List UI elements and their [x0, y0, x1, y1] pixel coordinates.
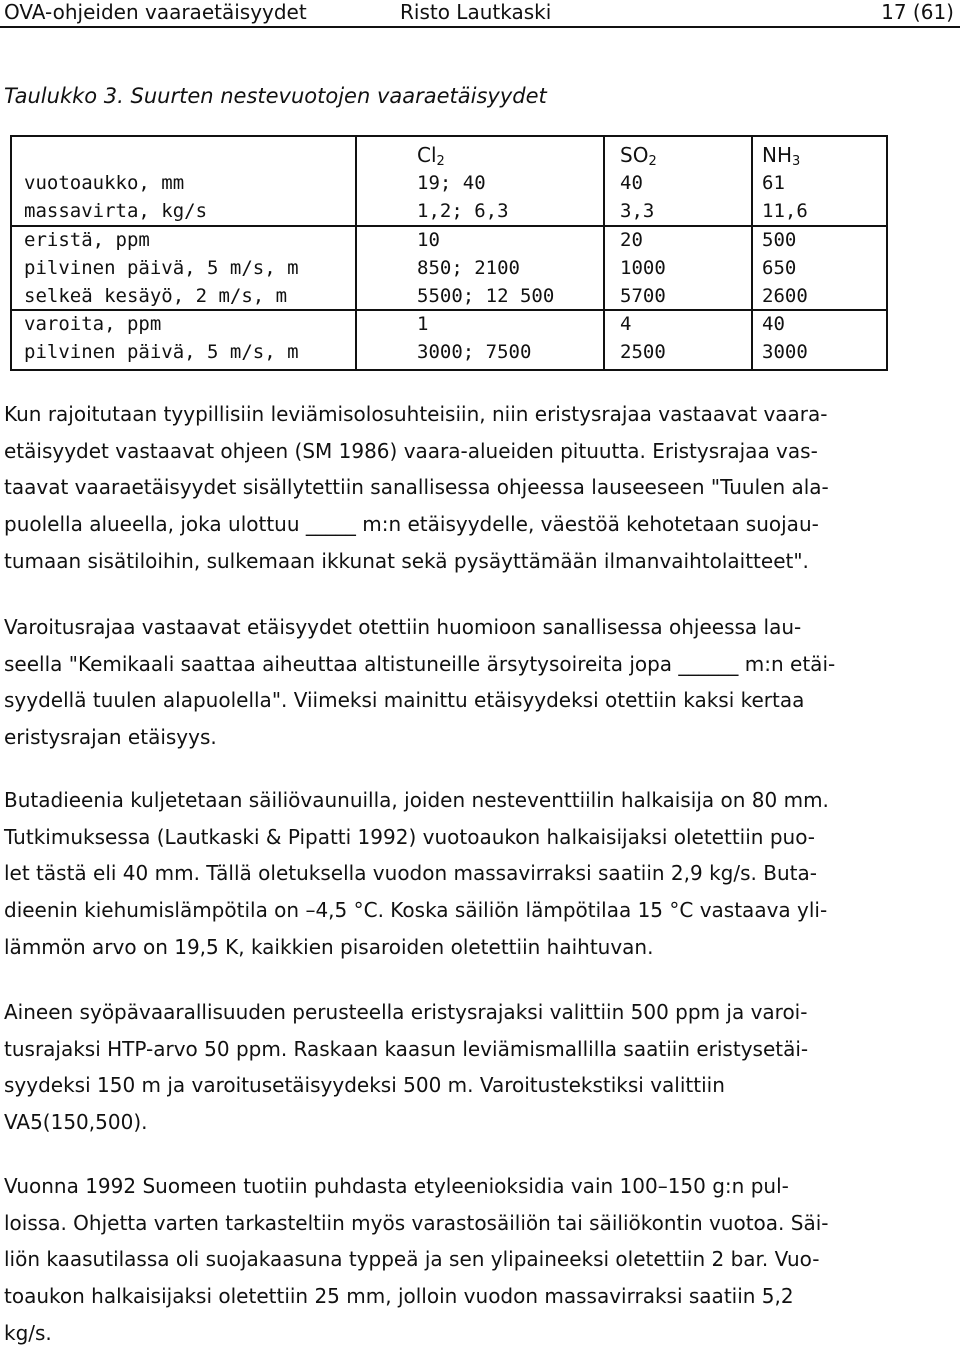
text-line: tumaan sisätiloihin, sulkemaan ikkunat sekä pysäyttämään ilmanvaihtolaitteet". — [4, 548, 809, 573]
page-header — [0, 0, 960, 26]
text-line: Butadieenia kuljetetaan säiliövaunuilla, joiden nesteventtiilin halkaisija on 80 mm. — [4, 788, 829, 812]
text-line: Vuonna 1992 Suomeen tuotiin puhdasta etyleenioksidia vain 100–150 g:n pul- — [4, 1174, 789, 1198]
text-line: lämmön arvo on 19,5 K, kaikkien pisaroiden oletettiin haihtuvan. — [4, 934, 654, 959]
paragraph-ethylene-oxide — [4, 1168, 954, 1352]
table-caption: Taulukko 3. Suurten nestevuotojen vaaraetäisyydet — [4, 84, 547, 108]
column-header-base: SO — [620, 143, 649, 167]
header-rule — [0, 26, 960, 28]
table-col-divider — [751, 137, 753, 369]
text-line: puolella alueella, joka ulottuu _____ m:n etäisyydelle, väestöä kehotetaan suojau- — [4, 512, 819, 537]
cl2-value: 1 — [417, 313, 429, 335]
nh3-value: 3000 — [762, 341, 808, 363]
text-line: etäisyydet vastaavat ohjeen (SM 1986) vaara-alueiden pituutta. Eristysrajaa vas- — [4, 438, 818, 463]
so2-value: 5700 — [620, 285, 666, 307]
row-label: varoita, ppm — [24, 313, 162, 335]
text-line: tusrajaksi HTP-arvo 50 ppm. Raskaan kaasun leviämismallilla saatiin eristysetäi- — [4, 1036, 809, 1061]
text-line: toaukon halkaisijaksi oletettiin 25 mm, jolloin vuodon massavirraksi saatiin 5,2 — [4, 1284, 794, 1309]
paragraph-isolation-zone — [4, 396, 954, 580]
cl2-value: 3000; 7500 — [417, 341, 532, 363]
text-line: taavat vaaraetäisyydet sisällytettiin sanallisessa ohjeessa lauseeseen "Tuulen ala- — [4, 475, 829, 500]
paragraph-warning-zone — [4, 609, 954, 756]
nh3-value: 11,6 — [762, 200, 808, 222]
text-line: let tästä eli 40 mm. Tällä oletuksella vuodon massavirraksi saatiin 2,9 kg/s. Buta- — [4, 861, 817, 886]
text-line: Varoitusrajaa vastaavat etäisyydet otettiin huomioon sanallisessa ohjeessa lau- — [4, 615, 802, 639]
row-label: selkeä kesäyö, 2 m/s, m — [24, 285, 288, 307]
so2-value: 20 — [620, 229, 643, 251]
row-label: pilvinen päivä, 5 m/s, m — [24, 341, 299, 363]
row-label: massavirta, kg/s — [24, 200, 208, 222]
text-line: syydellä tuulen alapuolella". Viimeksi mainittu etäisyydeksi otettiin kaksi kertaa — [4, 688, 805, 713]
table-col-divider — [603, 137, 605, 369]
text-line: Tutkimuksessa (Lautkaski & Pipatti 1992) vuotoaukon halkaisijaksi oletettiin puo- — [4, 824, 816, 849]
nh3-value: 650 — [762, 257, 797, 279]
so2-value: 40 — [620, 172, 643, 194]
text-line: seella "Kemikaali saattaa aiheuttaa altistuneille ärsytysoireita jopa ______ m:n etäi- — [4, 651, 836, 676]
so2-value: 1000 — [620, 257, 666, 279]
column-header-sub: 2 — [648, 154, 657, 169]
text-line: Kun rajoitutaan tyypillisiin leviämisolosuhteisiin, niin eristysrajaa vastaavat vaara- — [4, 402, 828, 426]
column-header-sub: 2 — [436, 154, 445, 169]
text-line: Aineen syöpävaarallisuuden perusteella eristysrajaksi valittiin 500 ppm ja varoi- — [4, 1000, 808, 1024]
document-title: OVA-ohjeiden vaaraetäisyydet — [4, 0, 307, 24]
cl2-value: 850; 2100 — [417, 257, 520, 279]
cl2-value: 19; 40 — [417, 172, 486, 194]
text-line: dieenin kiehumislämpötila on –4,5 °C. Koska säiliön lämpötilaa 15 °C vastaava yli- — [4, 898, 828, 923]
so2-value: 3,3 — [620, 200, 655, 222]
row-label: eristä, ppm — [24, 229, 150, 251]
nh3-value: 2600 — [762, 285, 808, 307]
column-header-base: Cl — [417, 143, 437, 167]
paragraph-butadiene — [4, 782, 954, 966]
cl2-value: 5500; 12 500 — [417, 285, 555, 307]
row-label: pilvinen päivä, 5 m/s, m — [24, 257, 299, 279]
paragraph-carcinogenicity — [4, 994, 954, 1141]
nh3-value: 500 — [762, 229, 797, 251]
page-number: 17 (61) — [881, 0, 954, 24]
nh3-value: 61 — [762, 172, 785, 194]
table-col-divider — [355, 137, 357, 369]
text-line: loissa. Ohjetta varten tarkasteltiin myös varastosäiliön tai säiliökontin vuotoa. Säi- — [4, 1210, 829, 1235]
row-label: vuotoaukko, mm — [24, 172, 185, 194]
nh3-value: 40 — [762, 313, 785, 335]
so2-value: 4 — [620, 313, 632, 335]
data-table — [10, 135, 888, 371]
so2-value: 2500 — [620, 341, 666, 363]
cl2-value: 10 — [417, 229, 440, 251]
text-line: liön kaasutilassa oli suojakaasuna typpeä ja sen ylipaineeksi oletettiin 2 bar. Vuo- — [4, 1247, 820, 1272]
author-name: Risto Lautkaski — [400, 0, 552, 24]
text-line: kg/s. — [4, 1320, 52, 1345]
text-line: syydeksi 150 m ja varoitusetäisyydeksi 500 m. Varoitustekstiksi valittiin — [4, 1073, 725, 1098]
column-header-base: NH — [762, 143, 792, 167]
column-header-sub: 3 — [792, 154, 801, 169]
cl2-value: 1,2; 6,3 — [417, 200, 509, 222]
text-line: eristysrajan etäisyys. — [4, 725, 217, 750]
text-line: VA5(150,500). — [4, 1110, 148, 1135]
